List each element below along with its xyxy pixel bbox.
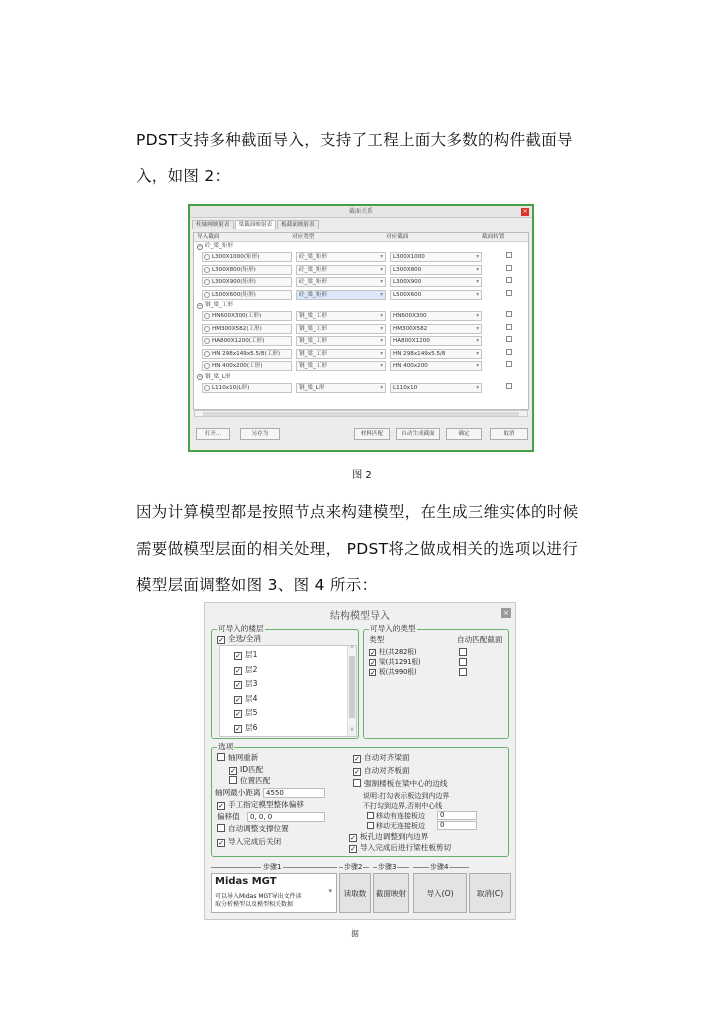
transpose-checkbox[interactable] — [506, 336, 512, 342]
group-label: 钢_梁_L形 — [205, 373, 231, 380]
type-dropdown[interactable] — [296, 336, 386, 346]
group-row[interactable] — [194, 373, 528, 382]
expand-icon[interactable] — [204, 254, 210, 260]
section-map-button[interactable]: 截面映射 — [373, 873, 409, 913]
collapse-icon[interactable]: ^ — [198, 375, 202, 380]
section-text: HA800X1200 — [393, 338, 430, 344]
checkbox-checked-icon: ✓ — [235, 681, 241, 689]
chevron-down-icon[interactable]: ▾ — [380, 338, 383, 344]
tab-1[interactable]: 柱轴网映射表 — [192, 220, 234, 229]
type-checkbox[interactable] — [369, 667, 417, 677]
auto-align-beam-checkbox[interactable] — [353, 753, 410, 763]
table-row[interactable] — [194, 289, 528, 302]
type-dropdown[interactable] — [296, 383, 386, 393]
section-dropdown[interactable] — [390, 383, 482, 393]
transpose-checkbox[interactable] — [506, 265, 512, 271]
auto-support-checkbox[interactable] — [217, 824, 289, 834]
import-section-cell — [202, 290, 292, 300]
group-row[interactable] — [194, 301, 528, 310]
floor-label: 层1 — [245, 650, 258, 659]
import-section-text: L500X600(矩形) — [212, 291, 256, 298]
grid-rebuild-checkbox[interactable] — [217, 753, 258, 763]
table-row[interactable] — [194, 276, 528, 289]
checkbox-checked-icon: ✓ — [354, 755, 360, 763]
transpose-checkbox[interactable] — [506, 383, 512, 389]
type-text: 钢_梁_L形 — [299, 384, 325, 391]
floors-list[interactable] — [219, 645, 357, 737]
floor-checkbox[interactable] — [234, 708, 257, 718]
section-text: HN 400x200 — [393, 363, 428, 369]
id-match-label: ID匹配 — [240, 765, 264, 774]
import-section-text: L110x10(L形) — [212, 384, 250, 391]
open-button[interactable]: 打开... — [196, 428, 230, 440]
checkbox-checked-icon: ✓ — [218, 802, 224, 810]
type-text: 砼_梁_矩形 — [299, 291, 327, 298]
checkbox-icon — [367, 812, 374, 819]
type-checkbox[interactable] — [369, 647, 417, 657]
auto-align-slab-label: 自动对齐板面 — [364, 766, 410, 775]
chevron-down-icon[interactable]: ▾ — [476, 279, 479, 285]
section-text: L300X800 — [393, 266, 422, 273]
import-section-text: HN 298x149x5.5/8(工形) — [212, 350, 281, 357]
cancel-button[interactable]: 取消 — [490, 428, 528, 440]
transpose-checkbox[interactable] — [506, 324, 512, 330]
section-dropdown[interactable] — [390, 277, 482, 287]
types-group-label: 可导入的类型 — [370, 624, 416, 633]
type-text: 钢_梁_工形 — [299, 350, 327, 357]
floor-checkbox[interactable] — [234, 665, 257, 675]
checkbox-checked-icon: ✓ — [370, 649, 376, 657]
source-selector[interactable] — [211, 873, 337, 913]
import-section-text: HN600X300(工形) — [212, 313, 262, 319]
checkbox-checked-icon: ✓ — [230, 767, 236, 775]
note-line-1: 说明:打勾表示板边到内边界 — [363, 792, 450, 800]
checkbox-icon — [217, 824, 225, 832]
checkbox-checked-icon: ✓ — [350, 834, 356, 842]
section-text: HM300X582 — [393, 325, 428, 332]
position-match-label: 位置匹配 — [240, 776, 271, 785]
select-all-label: 全选/全消 — [228, 634, 261, 643]
transpose-checkbox[interactable] — [506, 277, 512, 283]
scroll-down-icon[interactable]: v — [350, 726, 354, 733]
type-text: 砼_梁_矩形 — [299, 266, 327, 273]
import-section-cell — [202, 311, 292, 321]
step-3-label: 步骤3 — [378, 863, 397, 871]
chevron-down-icon[interactable]: ▾ — [380, 313, 383, 319]
auto-match-checkbox[interactable] — [459, 648, 467, 656]
type-dropdown[interactable] — [296, 361, 386, 371]
floor-label: 层6 — [245, 722, 258, 732]
transpose-checkbox[interactable] — [506, 349, 512, 355]
grid-rebuild-label: 轴网重新 — [228, 753, 259, 762]
manual-offset-checkbox[interactable] — [217, 800, 304, 810]
expand-icon[interactable] — [204, 363, 210, 369]
tab-2[interactable]: 梁截面映射表 — [235, 220, 277, 229]
type-text: 钢_梁_工形 — [299, 325, 327, 332]
connected-slab-label: 移动有连接板边 — [376, 812, 425, 820]
checkbox-icon — [217, 753, 225, 761]
checkbox-icon — [353, 779, 361, 787]
type-label: 柱(共282根) — [379, 648, 417, 656]
import-section-text: HM300X582(工形) — [212, 325, 262, 332]
close-icon[interactable]: × — [522, 208, 528, 215]
transpose-checkbox[interactable] — [506, 252, 512, 258]
hole-adjust-label: 板孔边调整到内边界 — [360, 832, 429, 841]
position-match-radio[interactable] — [229, 776, 270, 786]
auto-support-label: 自动调整支撑位置 — [228, 824, 289, 833]
section-text: L300X1000 — [393, 254, 425, 260]
type-dropdown[interactable] — [296, 277, 386, 287]
transpose-checkbox[interactable] — [506, 290, 512, 296]
chevron-down-icon[interactable]: ▾ — [380, 266, 383, 273]
dialog-titlebar — [190, 206, 532, 218]
offset-input[interactable]: 0, 0, 0 — [247, 812, 325, 822]
grid-header — [194, 233, 528, 242]
chevron-down-icon[interactable]: ▾ — [380, 350, 383, 357]
unconnected-slab-label: 移动无连接板边 — [376, 822, 425, 830]
section-text: HN600X300 — [393, 313, 427, 319]
chevron-down-icon[interactable]: ▾ — [328, 887, 332, 895]
grid-min-dist-input[interactable]: 4550 — [263, 788, 325, 798]
section-text: HN 298x149x5.5/8 — [393, 350, 446, 357]
checkbox-checked-icon: ✓ — [218, 636, 224, 644]
type-dropdown[interactable] — [296, 265, 386, 275]
source-desc-line-2: 取分析模型以及模型相关数据 — [215, 901, 294, 908]
floor-checkbox[interactable] — [234, 723, 257, 733]
group-row[interactable] — [194, 242, 528, 251]
chevron-down-icon[interactable]: ▾ — [476, 350, 479, 357]
chevron-down-icon[interactable]: ▾ — [380, 384, 383, 391]
tab-3[interactable]: 板截面映射表 — [277, 220, 319, 229]
group-label: 钢_梁_工形 — [205, 302, 233, 308]
paragraph-2-line-3: 模型层面调整如图 3、图 4 所示： — [136, 576, 378, 594]
import-section-text: L300X800(矩形) — [212, 266, 256, 273]
chevron-down-icon[interactable]: ▾ — [476, 384, 479, 391]
section-dropdown[interactable] — [390, 311, 482, 321]
vertical-scrollbar[interactable] — [347, 646, 356, 736]
floor-checkbox[interactable] — [234, 650, 257, 660]
auto-align-slab-checkbox[interactable] — [353, 766, 410, 776]
column-header: 对应截面 — [386, 234, 409, 240]
trim-after-checkbox[interactable] — [349, 843, 451, 853]
connected-slab-input[interactable]: 0 — [437, 811, 477, 820]
paragraph-2-line-2: 需要做模型层面的相关处理， PDST将之做成相关的选项以进行 — [136, 540, 579, 558]
auto-align-beam-label: 自动对齐梁面 — [364, 753, 410, 762]
expand-icon[interactable] — [204, 313, 210, 319]
section-dropdown[interactable] — [390, 349, 482, 359]
table-row[interactable] — [194, 348, 528, 361]
source-title: Midas MGT — [215, 876, 277, 887]
section-text: L500X600 — [393, 291, 422, 298]
column-header: 对应类型 — [292, 234, 315, 240]
ok-button[interactable]: 确定 — [446, 428, 482, 440]
checkbox-checked-icon: ✓ — [235, 724, 241, 733]
type-text: 钢_梁_工形 — [299, 363, 327, 369]
checkbox-icon — [367, 822, 374, 829]
table-row[interactable] — [194, 323, 528, 336]
import-section-text: HA800X1200(工形) — [212, 338, 265, 344]
step-2-label: 步骤2 — [344, 863, 363, 871]
table-row[interactable] — [194, 335, 528, 348]
slab-center-checkbox[interactable] — [353, 779, 448, 789]
figure-2-caption: 图 2 — [352, 470, 372, 481]
close-icon[interactable]: × — [501, 608, 511, 618]
checkbox-checked-icon: ✓ — [235, 666, 241, 675]
source-desc-line-1: 可以导入Midas MGT导出文件读 — [215, 893, 302, 900]
floor-label: 层3 — [245, 679, 258, 688]
cancel-button[interactable]: 取消(C) — [469, 873, 511, 913]
id-match-radio[interactable] — [229, 765, 263, 775]
type-dropdown[interactable] — [296, 252, 386, 262]
paragraph-1-line-2: 入，如图 2： — [136, 167, 231, 185]
column-header: 导入截面 — [197, 234, 220, 240]
import-section-text: L300X1000(矩形) — [212, 254, 260, 260]
auto-match-checkbox[interactable] — [459, 668, 467, 676]
collapse-icon[interactable]: ^ — [198, 303, 202, 309]
type-label: 板(共990根) — [379, 668, 417, 676]
unconnected-slab-input[interactable]: 0 — [437, 821, 477, 830]
scroll-thumb[interactable] — [349, 656, 355, 718]
chevron-down-icon[interactable]: ▾ — [380, 363, 383, 369]
type-text: 砼_梁_矩形 — [299, 254, 327, 260]
type-checkbox[interactable] — [369, 657, 421, 667]
transpose-checkbox[interactable] — [506, 361, 512, 367]
expand-icon[interactable] — [204, 385, 210, 391]
expand-icon[interactable] — [204, 279, 210, 285]
import-section-cell — [202, 277, 292, 287]
checkbox-checked-icon: ✓ — [218, 839, 224, 847]
import-section-cell — [202, 349, 292, 359]
type-dropdown[interactable] — [296, 324, 386, 334]
section-mapping-dialog — [188, 204, 534, 452]
options-group-label: 选项 — [218, 742, 234, 751]
chevron-down-icon[interactable]: ▾ — [380, 291, 383, 298]
expand-icon[interactable] — [204, 292, 210, 298]
import-section-cell — [202, 265, 292, 275]
tab-strip — [190, 220, 532, 229]
import-section-cell — [202, 336, 292, 346]
group-label: 砼_梁_矩形 — [205, 243, 233, 249]
types-group — [363, 624, 509, 739]
chevron-down-icon[interactable]: ▾ — [380, 254, 383, 260]
checkbox-checked-icon: ✓ — [370, 669, 376, 677]
type-label: 梁(共1291根) — [379, 658, 421, 666]
chevron-down-icon[interactable]: ▾ — [476, 313, 479, 319]
section-dropdown[interactable] — [390, 290, 482, 300]
mapping-grid — [193, 232, 529, 410]
grid-min-dist-label: 轴网最小距离 — [215, 788, 261, 797]
step-4-label: 步骤4 — [430, 863, 449, 871]
section-dropdown[interactable] — [390, 324, 482, 334]
note-line-2: 不打勾到边界,否则中心线 — [363, 802, 443, 810]
section-dropdown[interactable] — [390, 252, 482, 262]
section-dropdown[interactable] — [390, 361, 482, 371]
type-dropdown[interactable] — [296, 349, 386, 359]
offset-label: 偏移值 — [217, 812, 240, 821]
chevron-down-icon[interactable]: ▾ — [476, 338, 479, 344]
type-text: 钢_梁_工形 — [299, 338, 327, 344]
section-text: L300X900 — [393, 279, 422, 285]
close-after-import-checkbox[interactable] — [217, 837, 281, 847]
dialog-title: 截面关系 — [348, 208, 373, 215]
auto-generate-section-button[interactable]: 自动生成截面 — [396, 428, 440, 440]
checkbox-icon — [229, 776, 237, 784]
section-dropdown[interactable] — [390, 336, 482, 346]
checkbox-checked-icon: ✓ — [235, 695, 241, 704]
floor-label: 层4 — [245, 693, 258, 703]
table-row[interactable] — [194, 310, 528, 323]
paragraph-2-line-1: 因为计算模型都是按照节点来构建模型，在生成三维实体的时候 — [136, 503, 579, 521]
chevron-down-icon[interactable]: ▾ — [476, 325, 479, 332]
import-section-text: L300X900(矩形) — [212, 279, 256, 285]
table-row[interactable] — [194, 264, 528, 277]
checkbox-checked-icon: ✓ — [350, 845, 356, 853]
grid-body — [194, 242, 528, 394]
type-text: 钢_梁_工形 — [299, 313, 327, 319]
chevron-down-icon[interactable]: ▾ — [380, 325, 383, 332]
horizontal-scrollbar[interactable] — [194, 410, 528, 417]
type-dropdown[interactable] — [296, 290, 386, 300]
table-row[interactable] — [194, 360, 528, 373]
expand-icon[interactable] — [204, 267, 210, 273]
chevron-down-icon[interactable]: ▾ — [476, 363, 479, 369]
dialog-title: 结构模型导入 — [330, 611, 390, 622]
auto-match-column-header: 自动匹配截面 — [457, 635, 503, 644]
save-as-button[interactable]: 另存为 — [240, 428, 280, 440]
type-text: 砼_梁_矩形 — [299, 279, 327, 285]
column-header: 截面转置 — [482, 234, 505, 240]
import-section-cell — [202, 383, 292, 393]
auto-match-checkbox[interactable] — [459, 658, 467, 666]
section-text: L110x10 — [393, 384, 418, 391]
scroll-up-icon[interactable]: ^ — [349, 646, 355, 653]
close-after-import-label: 导入完成后关闭 — [228, 837, 282, 846]
floor-checkbox[interactable] — [234, 679, 257, 689]
checkbox-checked-icon: ✓ — [354, 768, 360, 776]
expand-icon[interactable] — [204, 351, 210, 357]
select-all-checkbox[interactable] — [217, 634, 261, 644]
import-section-cell — [202, 324, 292, 334]
floors-group-label: 可导入的楼层 — [218, 624, 264, 633]
paragraph-1-line-1: PDST支持多种截面导入，支持了工程上面大多数的构件截面导 — [136, 131, 573, 149]
expand-icon[interactable] — [204, 326, 210, 332]
hole-adjust-checkbox[interactable] — [349, 832, 428, 842]
unconnected-slab-option[interactable] — [367, 821, 425, 831]
transpose-checkbox[interactable] — [506, 311, 512, 317]
structure-import-dialog — [204, 602, 516, 938]
chevron-down-icon[interactable]: ▾ — [476, 291, 479, 298]
table-row[interactable] — [194, 251, 528, 264]
collapse-icon[interactable]: ^ — [198, 244, 202, 250]
chevron-down-icon[interactable]: ▾ — [476, 266, 479, 273]
trim-after-label: 导入完成后进行梁柱板剪切 — [360, 843, 452, 852]
step-1-label: 步骤1 — [263, 863, 282, 871]
section-dropdown[interactable] — [390, 265, 482, 275]
import-section-cell — [202, 361, 292, 371]
material-match-button[interactable]: 材料匹配 — [354, 428, 390, 440]
scroll-thumb[interactable] — [203, 412, 519, 416]
floor-checkbox[interactable] — [234, 694, 257, 704]
chevron-down-icon[interactable]: ▾ — [380, 279, 383, 285]
table-row[interactable] — [194, 382, 528, 395]
import-section-text: HN 400x200(工形) — [212, 363, 263, 369]
read-data-button[interactable]: 读取数据 — [339, 873, 371, 913]
floor-label: 层2 — [245, 664, 258, 674]
checkbox-checked-icon: ✓ — [235, 710, 241, 718]
chevron-down-icon[interactable]: ▾ — [476, 254, 479, 260]
checkbox-checked-icon: ✓ — [235, 652, 241, 660]
checkbox-checked-icon: ✓ — [370, 659, 376, 667]
floor-label: 层5 — [245, 708, 258, 717]
slab-center-label: 强制楼板在梁中心的边线 — [364, 779, 448, 788]
import-section-cell — [202, 252, 292, 262]
connected-slab-option[interactable] — [367, 811, 425, 821]
types-column-header: 类型 — [369, 635, 385, 644]
expand-icon[interactable] — [204, 338, 210, 344]
type-dropdown[interactable] — [296, 311, 386, 321]
manual-offset-label: 手工指定模型整体偏移 — [228, 800, 304, 809]
import-button[interactable]: 导入(O) — [413, 873, 467, 913]
